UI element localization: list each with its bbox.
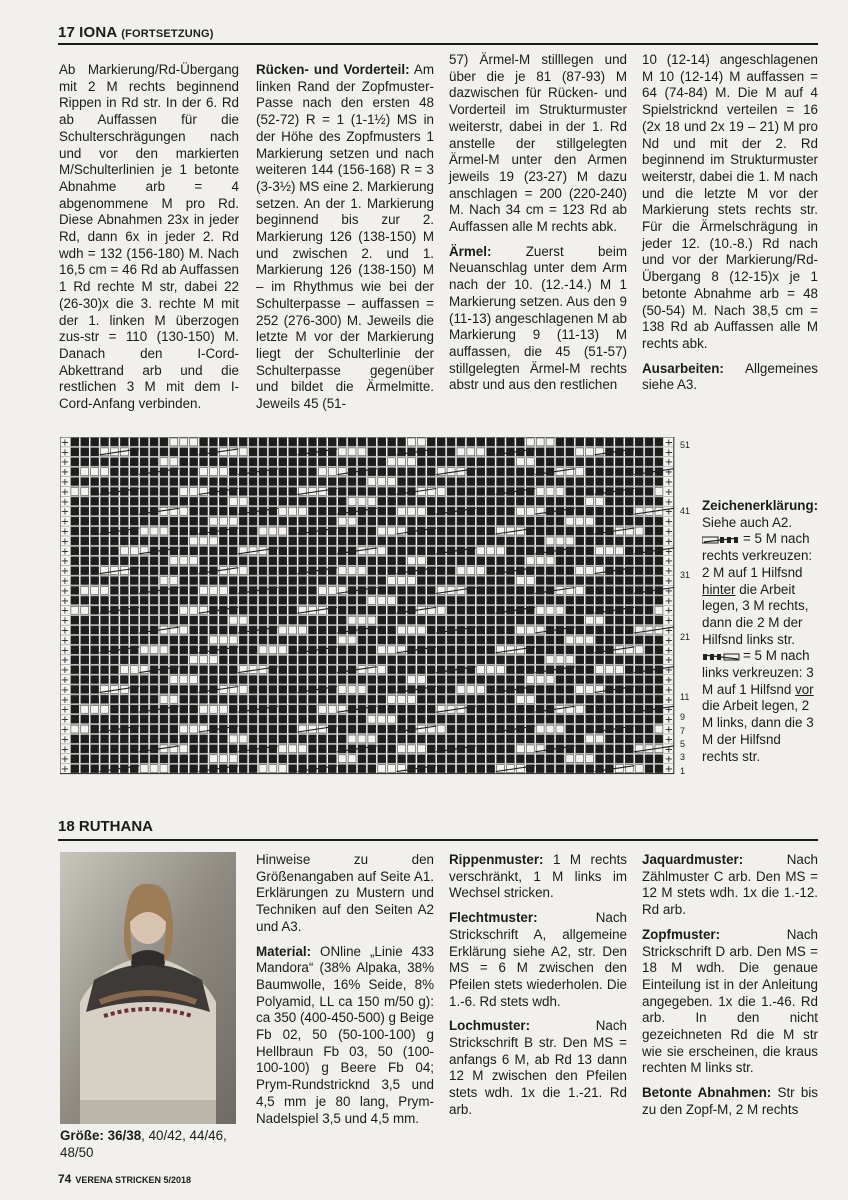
row-number: 9 — [680, 712, 686, 722]
svg-text:+: + — [60, 675, 70, 686]
pattern-subtitle: (FORTSETZUNG) — [121, 28, 214, 40]
chart-legend — [702, 498, 820, 765]
header-rule — [58, 839, 818, 841]
row-number: 41 — [680, 506, 691, 516]
svg-text:+: + — [60, 764, 70, 775]
svg-text:+: + — [664, 437, 674, 449]
svg-text:+: + — [60, 615, 70, 627]
svg-text:+: + — [60, 635, 70, 647]
svg-text:+: + — [664, 635, 674, 647]
svg-text:+: + — [664, 546, 674, 558]
svg-text:+: + — [60, 694, 70, 706]
pattern-name: IONA — [79, 24, 117, 41]
knitting-chart — [60, 437, 678, 775]
svg-text:+: + — [60, 447, 70, 459]
paragraph-text: Am linken Rand der Zopfmuster-Passe nach den ersten 48 (52-72) R = 1 (1-1½) MS in der Höhe des Zopfmusters 1 Markierung setzen und nach weiteren 144 (156-168) R = 3 (3-3½) MS eine 2. Markierung setzen. An der 1. Markierung beginnend bis zur 2. Markierung 126 (138-150) M und zwischen 2. und 1. Markierung 126 (138-150) M – im Rhythmus wie bei der Schulterpasse – auffassen = 252 (276-300) M. Jeweils die letzte M vor der Markierung liegt der Schulterlinie der Schulterpasse gegenüber und bildet die Ärmelmitte. Jeweils 45 (51- — [256, 62, 434, 412]
svg-text:+: + — [664, 506, 674, 518]
svg-text:+: + — [664, 566, 674, 578]
text-column-1 — [59, 62, 239, 413]
svg-text:+: + — [60, 437, 70, 449]
paragraph-text: Zuerst beim Neuanschlag unter dem Arm nach der 10. (12.-14.) M 1 Markierung setzen. Aus den 9 (11-13) angeschlagenen M ab Markierung 9 (11-13) M auffassen, die 45 (51-57) stillgelegten Ärmel-M rechts abstr und aus den restlichen — [449, 243, 627, 393]
svg-text:+: + — [60, 625, 70, 637]
svg-text:+: + — [60, 526, 70, 538]
svg-text:+: + — [60, 665, 70, 677]
svg-text:+: + — [664, 496, 674, 508]
svg-text:+: + — [664, 764, 674, 775]
svg-text:+: + — [60, 546, 70, 558]
text-column-2 — [256, 62, 434, 413]
section-title — [58, 24, 818, 41]
section-header-ruthana — [58, 818, 818, 835]
paragraph: Ab Markierung/Rd-Übergang mit 2 M rechts beginnend Rippen in Rd str. In der 6. Rd ab Auffassen für die Schulterschrägungen nach und vor den markierten M/Schulterlinien je 1 betonte Abnahme arb = 4 abgenommene M pro Rd. Diese Abnahmen 23x in jeder Rd, dann 6x in jeder 2. Rd wdh = 132 (156-180) M. Nach 16,5 cm = 46 Rd ab Auffassen 1 Rd rechte M str, dabei 22 (26-30)x die 3. rechte M mit der 1. linken M überzogen zus-str = 110 (130-150) M. Danach den I-Cord-Abkettrand arb und die restlichen 3 M mit dem I-Cord-Anfang verbinden. — [59, 62, 239, 412]
svg-text:+: + — [60, 744, 70, 756]
svg-text:+: + — [664, 576, 674, 587]
svg-text:+: + — [664, 704, 674, 716]
svg-text:+: + — [664, 655, 674, 667]
svg-text:+: + — [60, 536, 70, 548]
paragraph-heading: Ärmel: — [449, 243, 492, 259]
legend-cross-right: = 5 M nach rechts verkreuzen: 2 M auf 1 Hilfsnd hinter die Arbeit legen, 3 M rechts, dann die 2 M der Hilfsnd links str. — [702, 531, 813, 647]
svg-text:+: + — [60, 714, 70, 726]
svg-text:+: + — [60, 595, 70, 607]
row-number: 3 — [680, 752, 686, 762]
row-number: 1 — [680, 766, 686, 776]
svg-text:+: + — [60, 486, 70, 498]
model-photo — [60, 852, 236, 1124]
svg-text:+: + — [664, 556, 674, 568]
text-column-5 — [256, 852, 434, 1127]
svg-text:+: + — [60, 477, 70, 488]
paragraph — [642, 361, 818, 394]
size-first: 36/38 — [107, 1128, 142, 1143]
svg-text:+: + — [664, 734, 674, 746]
svg-text:+: + — [664, 615, 674, 627]
paragraph-heading: Ausarbeiten: — [642, 360, 724, 376]
svg-text:+: + — [664, 744, 674, 756]
svg-text:+: + — [664, 694, 674, 706]
cross-right-symbol-icon — [702, 536, 740, 544]
paragraph: Flechtmuster: Nach Strickschrift A, allgemeine Erklärung siehe A2, str. Den MS = 6 M zwischen den Pfeilen stets wiederholen. Die 1.-6. Rd stets wdh. — [449, 910, 627, 1009]
svg-text:+: + — [60, 457, 70, 469]
legend-see: Siehe auch A2. — [702, 514, 793, 530]
paragraph: Lochmuster: Nach Strickschrift B str. Den MS = anfangs 6 M, ab Rd 13 dann 12 M zwischen den Pfeilen stets wdh. 1x die 1.-21. Rd arb. — [449, 1018, 627, 1117]
svg-text:+: + — [60, 734, 70, 746]
row-number: 11 — [680, 692, 690, 702]
paragraph-text: Allgemeines siehe A3. — [642, 360, 818, 393]
paragraph: Hinweise zu den Größenangaben auf Seite A1. Erklärungen zu Mustern und Techniken auf den Seiten A2 und A3. — [256, 852, 434, 934]
svg-text:+: + — [664, 605, 674, 617]
svg-text:+: + — [664, 714, 674, 726]
svg-text:+: + — [60, 754, 70, 766]
row-number: 7 — [680, 726, 686, 736]
paragraph: 57) Ärmel-M stilllegen und über die je 81 (87-93) M dazwischen für Rücken- und Vorderteil im Strukturmuster weiterstr, dabei in der 1. Rd anstelle der stillgelegten Ärmel-M unter den Armen jeweils 19 (23-27) M dazu anschlagen = 200 (220-240) M. Nach 34 cm = 123 Rd ab Auffassen alle M rechts abk. — [449, 52, 627, 235]
svg-text:+: + — [664, 625, 674, 637]
svg-text:+: + — [664, 486, 674, 498]
svg-text:+: + — [664, 684, 674, 696]
svg-text:+: + — [664, 665, 674, 677]
paragraph: Betonte Abnahmen: Str bis zu den Zopf-M, 2 M rechts — [642, 1085, 819, 1117]
paragraph — [449, 244, 627, 394]
cross-left-symbol-icon — [702, 653, 740, 661]
svg-text:+: + — [60, 585, 70, 597]
paragraph: Jaquardmuster: Nach Zählmuster C arb. Den MS = 12 M stets wdh. 1x die 1.-12. Rd arb. — [642, 852, 818, 918]
svg-text:+: + — [664, 516, 674, 528]
svg-text:+: + — [664, 536, 674, 548]
svg-text:+: + — [664, 675, 674, 686]
header-rule — [58, 43, 818, 45]
section-header-iona — [58, 24, 818, 48]
text-column-7 — [642, 852, 818, 1119]
chart-row-numbers — [680, 436, 700, 776]
size-info — [60, 1128, 238, 1161]
page-number: 74 — [58, 1172, 72, 1186]
row-number: 31 — [680, 570, 691, 580]
magazine-name: VERENA STRICKEN 5/2018 — [75, 1175, 192, 1185]
svg-text:+: + — [60, 704, 70, 716]
svg-text:+: + — [664, 477, 674, 488]
paragraph — [256, 62, 434, 413]
svg-text:+: + — [664, 595, 674, 607]
row-number: 21 — [680, 632, 691, 642]
svg-text:+: + — [664, 467, 674, 479]
paragraph: Rippenmuster: 1 M rechts verschränkt, 1 M links im Wechsel stricken. — [449, 852, 627, 901]
svg-text:+: + — [60, 467, 70, 479]
svg-text:+: + — [664, 447, 674, 459]
text-column-4 — [642, 52, 818, 394]
paragraph: 10 (12-14) angeschlagenen M 10 (12-14) M auffassen = 64 (74-84) M. Die M auf 4 Spielstricknd verteilen = 16 (2x 18 und 2x 19 – 21) M pro Nd und mit der 2. Rd beginnend im Strukturmuster weiterstr, dabei die 1. M nach und die letzte M vor der Markierung stets rechts str. Für die Ärmelschrägung in jeder 12. (10.-8.) Rd nach und vor der Markierung/Rd-Übergang 8 (12-15)x je 1 betonte Abnahme arb = 48 (50-54) M. Nach 38,5 cm = 138 Rd ab Auffassen alle M rechts abk. — [642, 52, 818, 351]
text-column-6 — [449, 852, 627, 1119]
svg-text:+: + — [60, 506, 70, 518]
svg-text:+: + — [60, 496, 70, 508]
size-rest: , 40/42, 44/46, 48/50 — [60, 1128, 227, 1160]
text-column-3 — [449, 52, 627, 394]
svg-text:+: + — [60, 576, 70, 587]
legend-title: Zeichenerklärung: — [702, 498, 819, 513]
paragraph-heading: Rücken- und Vorderteil: — [256, 62, 410, 77]
size-label: Größe: — [60, 1128, 104, 1143]
section-title: 18 RUTHANA — [58, 818, 154, 835]
pattern-number: 17 — [58, 24, 76, 41]
page-footer — [58, 1172, 191, 1186]
svg-text:+: + — [60, 556, 70, 568]
paragraph: Zopfmuster: Nach Strickschrift D arb. Den MS = 18 M wdh. Die genaue Einteilung ist in der Anleitung angegeben. 1x die 1.-46. Rd arb. In den nicht gezeichneten Rd die M str wie sie erscheinen, die kraus rechten M links str. — [642, 926, 818, 1076]
svg-text:+: + — [60, 724, 70, 736]
svg-text:+: + — [60, 645, 70, 657]
legend-cross-left: = 5 M nach links verkreuzen: 3 M auf 1 Hilfsnd vor die Arbeit legen, 2 M links, dann die 3 M der Hilfsnd rechts str. — [702, 648, 814, 764]
svg-text:+: + — [60, 655, 70, 667]
svg-text:+: + — [60, 605, 70, 617]
svg-text:+: + — [60, 516, 70, 528]
row-number: 5 — [680, 739, 686, 749]
row-number: 51 — [680, 440, 691, 450]
paragraph: Material: ONline „Linie 433 Mandora“ (38% Alpaka, 38% Baumwolle, 16% Seide, 8% Polyamid, LL ca 150 m/50 g): ca 350 (400-450-500) g Beige Fb 02, 50 (50-100-100) g Hellbraun Fb 03, 50 (100-100-100) g Beere Fb 04; Prym-Rundstricknd 3,5 und 4,5 mm je 80 lang, Prym-Nadelspiel 3,5 und 4,5 mm. — [256, 943, 434, 1126]
svg-text:+: + — [664, 457, 674, 469]
svg-text:+: + — [664, 645, 674, 657]
svg-text:+: + — [664, 585, 674, 597]
svg-text:+: + — [664, 724, 674, 736]
svg-text:+: + — [664, 526, 674, 538]
svg-text:+: + — [60, 684, 70, 696]
svg-text:+: + — [664, 754, 674, 766]
svg-text:+: + — [60, 566, 70, 578]
